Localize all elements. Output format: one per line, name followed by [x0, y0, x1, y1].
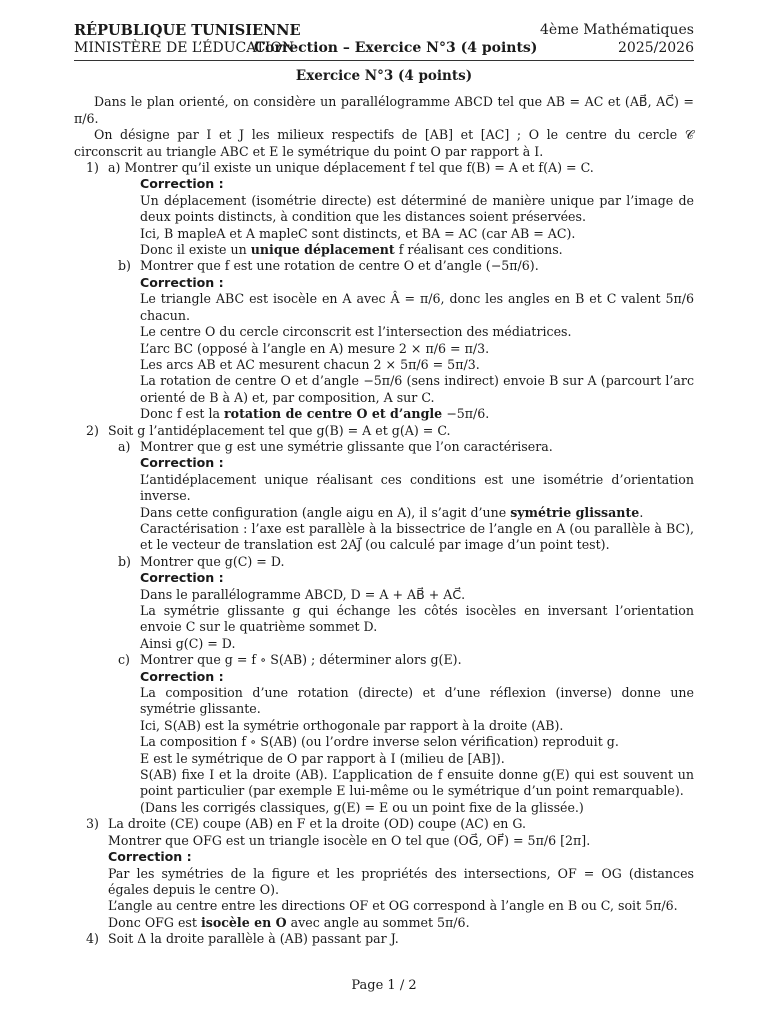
- exercise-title: Exercice N°3 (4 points): [295, 68, 473, 84]
- question-1-number: 1): [86, 160, 99, 176]
- question-3: [74, 816, 694, 832]
- question-2b: [74, 554, 694, 570]
- correction-1b-line: Le triangle ABC est isocèle en A avec Â = π/6, donc les angles en B et C valent 5π/6 chacun.: [140, 291, 694, 323]
- question-2c: [74, 652, 694, 668]
- question-2b-label: b): [118, 553, 131, 569]
- correction-2c-line: La composition d’une rotation (directe) et d’une réflexion (inverse) donne une symétrie glissante.: [140, 685, 694, 717]
- question-2: [74, 423, 694, 439]
- correction-1b-line: Donc f est la rotation de centre O et d’angle −5π/6.: [140, 406, 490, 422]
- correction-2c-line: Ici, S(AB) est la symétrie orthogonale par rapport à la droite (AB).: [140, 717, 564, 733]
- question-2b-text: Montrer que g(C) = D.: [140, 553, 285, 569]
- correction-1b-line: Le centre O du cercle circonscrit est l’intersection des médiatrices.: [140, 324, 572, 340]
- correction-2a-line: Dans cette configuration (angle aigu en A), il s’agit d’une symétrie glissante.: [140, 504, 644, 520]
- question-1b-text: Montrer que f est une rotation de centre O et d’angle (−5π/6).: [140, 258, 539, 274]
- question-4-text: Soit Δ la droite parallèle à (AB) passant par J.: [108, 931, 399, 947]
- correction-2b-line: Dans le parallélogramme ABCD, D = A + AB⃗ + AC⃗.: [140, 586, 466, 602]
- question-3-statement-2: Montrer que OFG est un triangle isocèle en O tel que (OG⃗, OF⃗) = 5π/6 [2π].: [108, 832, 591, 848]
- correction-1a-line: Un déplacement (isométrie directe) est déterminé de manière unique par l’image de deux points distincts, à condition que les distances soient préservées.: [140, 192, 694, 225]
- correction-3-line: Donc OFG est isocèle en O avec angle au sommet 5π/6.: [108, 914, 470, 930]
- question-4-number: 4): [86, 931, 99, 947]
- question-3-text: La droite (CE) coupe (AB) en F et la droite (OD) coupe (AC) en G.: [108, 816, 527, 832]
- correction-1a-line: Donc il existe un unique déplacement f réalisant ces conditions.: [140, 242, 563, 258]
- correction-2a: [74, 455, 694, 553]
- correction-2c-line: (Dans les corrigés classiques, g(E) = E ou un point fixe de la glissée.): [140, 799, 584, 815]
- correction-2b-line: La symétrie glissante g qui échange les côtés isocèles en inversant l’orientation envoie C sur le quatrième sommet D.: [140, 603, 694, 635]
- correction-2c-line: La composition f ∘ S(AB) (ou l’ordre inverse selon vérification) reproduit g.: [140, 734, 619, 750]
- correction-label: Correction :: [140, 570, 224, 586]
- correction-label: Correction :: [140, 668, 224, 684]
- correction-2b: [74, 570, 694, 652]
- correction-1b-line: Les arcs AB et AC mesurent chacun 2 × 5π/6 = 5π/3.: [140, 356, 480, 372]
- question-2a-label: a): [118, 438, 131, 454]
- correction-2a-line: Caractérisation : l’axe est parallèle à la bissectrice de l’angle en A (ou parallèle à BC), et le vecteur de translation est 2AJ⃗ (ou calculé par image d’un point test).: [140, 520, 694, 553]
- correction-2c: [74, 669, 694, 817]
- question-2-number: 2): [86, 422, 99, 438]
- correction-1a: [74, 176, 694, 258]
- header-rule: [74, 60, 694, 61]
- correction-3-line: Par les symétries de la figure et les propriétés des intersections, OF = OG (distances égales depuis le centre O).: [108, 865, 694, 897]
- question-2c-text: Montrer que g = f ∘ S(AB) ; déterminer alors g(E).: [140, 652, 462, 668]
- question-1: [74, 160, 694, 176]
- correction-label: Correction :: [140, 274, 224, 290]
- header-center-title: Correction – Exercice N°3 (4 points): [254, 40, 538, 56]
- page-footer: Page 1 / 2: [351, 978, 417, 993]
- intro-line-2: On désigne par I et J les milieux respectifs de [AB] et [AC] ; O le centre du cercle 𝒞 circonscrit au triangle ABC et E le symétrique du point O par rapport à I.: [74, 127, 694, 159]
- correction-3: [74, 849, 694, 931]
- correction-1a-line: Ici, B mapleA et A mapleC sont distincts, et BA = AC (car AB = AC).: [140, 225, 576, 241]
- correction-1b-line: La rotation de centre O et d’angle −5π/6 (sens indirect) envoie B sur A (parcourt l’arc orienté de B à A) et, par composition, A sur C.: [140, 373, 694, 405]
- question-4: [74, 931, 694, 947]
- correction-label: Correction :: [140, 176, 224, 192]
- page-header: [74, 22, 694, 62]
- correction-2a-line: L’antidéplacement unique réalisant ces conditions est une isométrie d’orientation inverse.: [140, 471, 694, 504]
- question-1b-label: b): [118, 258, 131, 274]
- page-content: [74, 68, 694, 948]
- correction-2b-line: Ainsi g(C) = D.: [140, 635, 236, 651]
- correction-label: Correction :: [140, 455, 224, 471]
- correction-2c-line: E est le symétrique de O par rapport à I (milieu de [AB]).: [140, 750, 505, 766]
- intro-line-1: Dans le plan orienté, on considère un parallélogramme ABCD tel que AB = AC et (AB⃗, AC⃗) = π/6.: [74, 94, 694, 126]
- question-1a-label: a): [108, 160, 121, 176]
- header-year: 2025/2026: [618, 40, 694, 56]
- question-2-text: Soit g l’antidéplacement tel que g(B) = A et g(A) = C.: [108, 422, 451, 438]
- question-2a: [74, 439, 694, 455]
- header-republic: RÉPUBLIQUE TUNISIENNE: [74, 22, 301, 39]
- question-1b: [74, 258, 694, 274]
- header-ministry: MINISTÈRE DE L’ÉDUCATION: [74, 40, 295, 56]
- correction-2c-line: S(AB) fixe I et la droite (AB). L’application de f ensuite donne g(E) qui est souvent un point particulier (par exemple E lui-même ou le symétrique d’un point remarquable).: [140, 767, 694, 799]
- header-class: 4ème Mathématiques: [540, 22, 694, 38]
- question-3-number: 3): [86, 816, 99, 832]
- correction-1b-line: L’arc BC (opposé à l’angle en A) mesure 2 × π/6 = π/3.: [140, 340, 490, 356]
- correction-1b: [74, 275, 694, 423]
- correction-3-line: L’angle au centre entre les directions OF et OG correspond à l’angle en B ou C, soit 5π/6.: [108, 898, 678, 914]
- question-2a-text: Montrer que g est une symétrie glissante que l’on caractérisera.: [140, 438, 553, 454]
- correction-label: Correction :: [108, 849, 192, 865]
- question-1a-text: Montrer qu’il existe un unique déplacement f tel que f(B) = A et f(A) = C.: [124, 160, 594, 176]
- question-2c-label: c): [118, 652, 130, 668]
